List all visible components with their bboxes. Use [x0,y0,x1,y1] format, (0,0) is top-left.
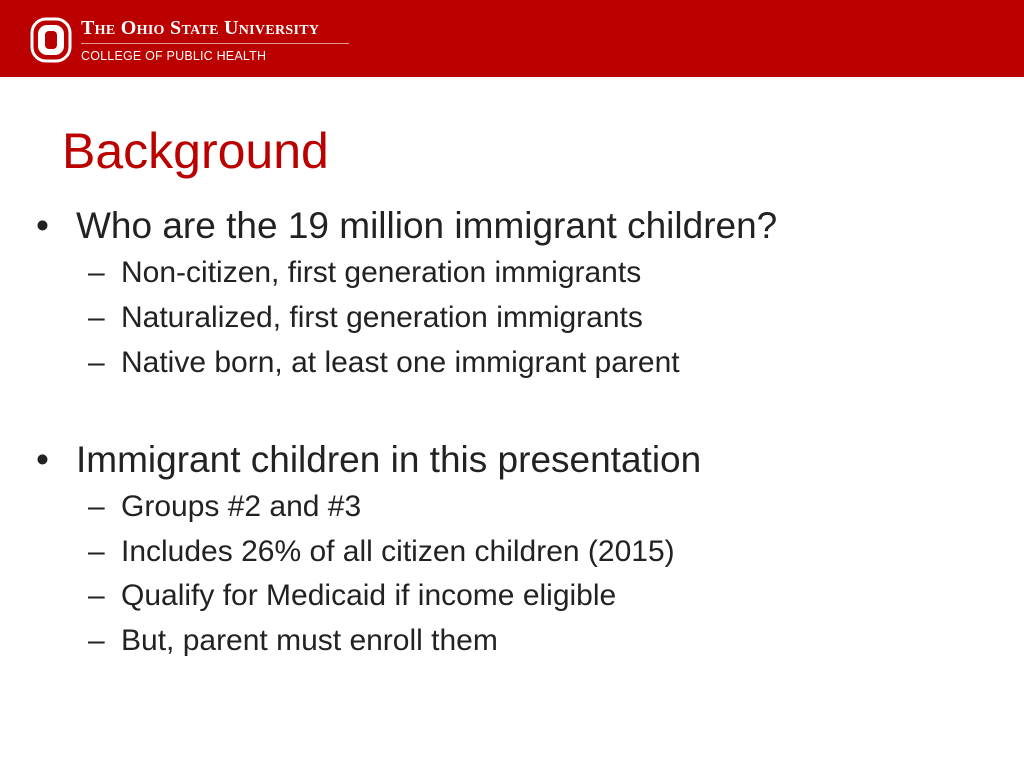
block-o-logo-icon [30,17,72,63]
sub-bullet-text: Naturalized, first generation immigrants [121,301,643,334]
sub-bullet-text: But, parent must enroll them [121,624,498,657]
header-divider [81,43,349,44]
header-bar [0,0,1024,77]
bullet-icon: • [36,439,49,480]
sub-bullet [88,624,498,658]
dash-icon: – [88,579,105,612]
sub-bullet-text: Native born, at least one immigrant parent [121,346,680,379]
bullet-heading-text: Who are the 19 million immigrant children? [76,205,778,246]
bullet-heading-1 [36,205,778,246]
sub-bullet [88,490,362,524]
sub-bullet-text: Groups #2 and #3 [121,490,362,523]
slide-title: Background [62,123,329,179]
dash-icon: – [88,301,105,334]
college-name: COLLEGE OF PUBLIC HEALTH [81,49,267,63]
university-name: The Ohio State University [81,17,320,39]
sub-bullet-text: Includes 26% of all citizen children (2015) [121,535,675,568]
bullet-icon: • [36,205,49,246]
bullet-heading-text: Immigrant children in this presentation [76,439,702,480]
sub-bullet-text: Qualify for Medicaid if income eligible [121,579,617,612]
sub-bullet [88,535,675,569]
sub-bullet [88,579,617,613]
bullet-heading-2 [36,439,702,480]
dash-icon: – [88,256,105,289]
sub-bullet-text: Non-citizen, first generation immigrants [121,256,642,289]
dash-icon: – [88,490,105,523]
sub-bullet [88,346,680,380]
dash-icon: – [88,624,105,657]
dash-icon: – [88,535,105,568]
sub-bullet [88,301,643,335]
sub-bullet [88,256,642,290]
dash-icon: – [88,346,105,379]
